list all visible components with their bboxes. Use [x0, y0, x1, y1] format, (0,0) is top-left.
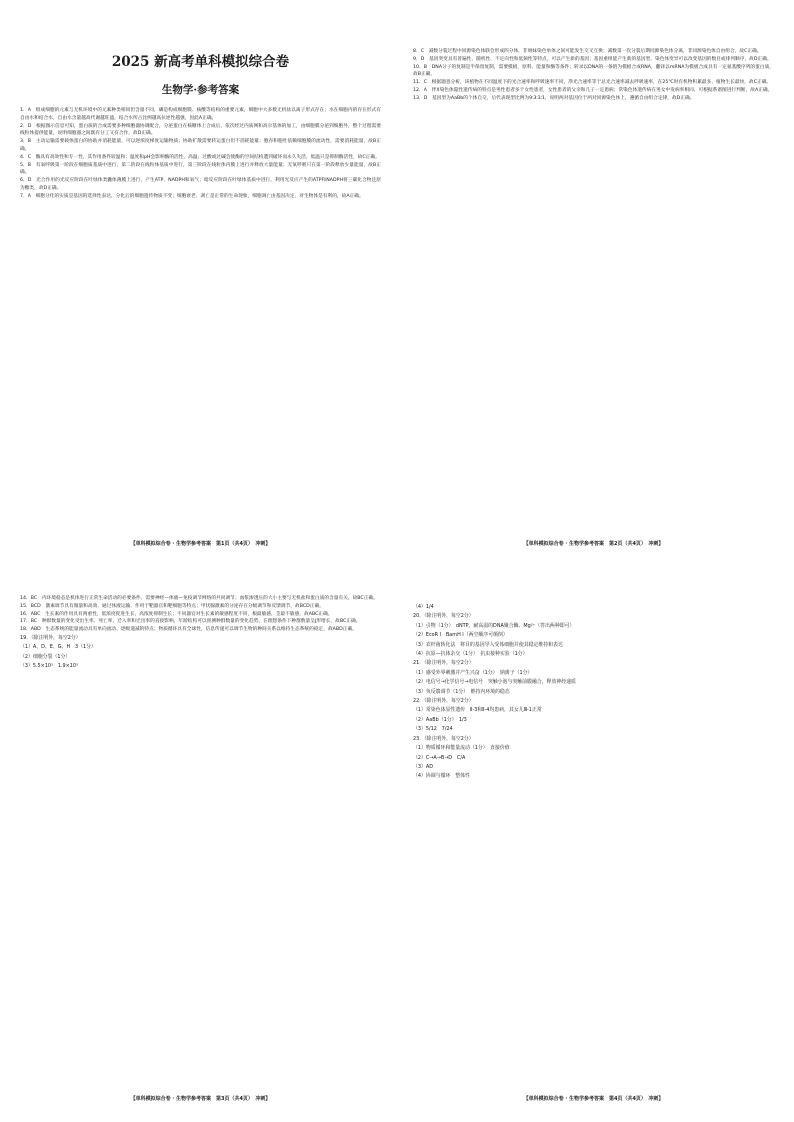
- answer-line: （1）感受外界刺激并产生兴奋（1分） 钠离子（1分）: [413, 669, 533, 676]
- answer-line: （2）电信号→化学信号→电信号 突触小泡与突触前膜融合，释放神经递质: [413, 679, 576, 686]
- answer-line: （3）5/12 7/24: [413, 726, 453, 733]
- answer-paragraph: 11．C 根据题意分析，该植物在不同温度下的光合速率和呼吸速率不同，净光合速率等于总光合速率减去呼吸速率，在25℃时有机物积累最多，植物生长最快，故C正确。: [413, 80, 772, 86]
- answer-page-4: [401, 565, 786, 1110]
- answer-paragraph: 7．A 细胞分化的实质是基因的选择性表达，分化后的细胞遗传物质不变；细胞衰老、凋亡是正常的生命现象，细胞凋亡由基因决定，对生物体是有利的，故A正确。: [20, 193, 364, 199]
- answer-line: （3）5.5×10³ 1.9×10³: [20, 663, 78, 670]
- page-footer: 【单科模拟综合卷 · 生物学参考答案 第1页（共4页） 冲刺】: [130, 541, 271, 547]
- answer-line: （1）引物（1分） dNTP、耐高温的DNA聚合酶、Mg²⁺（答出两种即可）: [413, 622, 575, 629]
- answer-page-3: [8, 565, 393, 1110]
- document-title: 2025 新高考单科模拟综合卷: [111, 54, 290, 70]
- page-2-body: [401, 10, 786, 103]
- answer-paragraph: 9．D 基因突变具有普遍性、随机性、不定向性和低频性等特点，可以产生新的基因；基因重组能产生新的基因型，染色体变异可以改变基因的数目或排列顺序，故D正确。: [413, 56, 772, 62]
- page-footer: 【单科模拟综合卷 · 生物学参考答案 第4页（共4页） 冲刺】: [523, 1096, 664, 1102]
- answer-line: 20．（除注明外，每空2分）: [413, 613, 474, 620]
- answer-line: （4）抗原—抗体杂交（1分） 抗虫接种实验（1分）: [413, 651, 528, 658]
- document-subtitle: 生物学·参考答案: [161, 84, 240, 96]
- answer-page-1: [8, 10, 393, 555]
- answer-line: （3）农杆菌转化法 将目的基因导入受体细胞并使其稳定维持和表达: [413, 641, 563, 648]
- answer-line: （2）C→A→B→D C/A: [413, 754, 466, 761]
- answer-line: 19．（除注明外，每空2分）: [20, 634, 81, 641]
- answer-paragraph: 1．A 组成细胞的元素与无机环境中的元素种类相同但含量不同，磷是构成细胞膜、核酸等结构的重要元素，细胞中大多数无机盐以离子形式存在；水在细胞内的存在形式有自由水和结合水，自由水含量越高代谢越旺盛，结合水所占比例越高抗逆性越强，因此A正确。: [20, 108, 381, 121]
- answer-line: （1）物质循环和能量流动（1分） 直接价值: [413, 745, 510, 752]
- answer-line: （1）常染色体显性遗传 Ⅱ-3和Ⅱ-4均患病，其女儿Ⅲ-1正常: [413, 707, 542, 714]
- answer-paragraph: 5．B 有氧呼吸第一阶段在细胞质基质中进行，第二阶段在线粒体基质中进行，第三阶段在线粒体内膜上进行并释放大量能量；无氧呼吸只在第一阶段释放少量能量，故B正确。: [20, 162, 381, 176]
- answer-line: （2）AaBb（1分） 1/3: [413, 716, 467, 723]
- answer-paragraph: 15．BCD 激素调节具有微量和高效、通过体液运输、作用于靶器官和靶细胞等特点；甲状腺激素的分泌存在分级调节和反馈调节，故BCD正确。: [20, 603, 324, 609]
- page-3-body: [8, 565, 393, 672]
- page-4-body: [401, 565, 786, 782]
- answer-line: 21．（除注明外，每空2分）: [413, 660, 474, 667]
- answer-line: 22．（除注明外，每空2分）: [413, 698, 474, 705]
- answer-paragraph: 2．D 根据图示信息可知，蛋白质的合成需要多种细胞器协调配合，分泌蛋白在核糖体上合成后，依次经过内质网和高尔基体的加工，由细胞膜分泌到细胞外，整个过程需要线粒体提供能量，说明细胞器之间既有分工又有合作，故D正确。: [20, 123, 381, 137]
- answer-page-2: [401, 10, 786, 555]
- answer-line: （1）A、D、E、G、H 3（1分）: [20, 644, 96, 651]
- answer-paragraph: 17．BC 种群数量的变化受出生率、死亡率、迁入率和迁出率的直接影响，年龄结构可以预测种群数量的变化趋势，在理想条件下种群数量呈J形增长，故BC正确。: [20, 619, 361, 625]
- answer-paragraph: 14．BC 内环境稳态是机体进行正常生命活动的必要条件，需要神经—体液—免疫调节网络的共同调节；血浆渗透压的大小主要与无机盐和蛋白质的含量有关，故BC正确。: [20, 596, 378, 601]
- answer-paragraph: 4．C 酶具有高效性和专一性，其作用条件较温和；温度和pH会影响酶的活性，高温、过酸或过碱会使酶的空间结构遭到破坏而永久失活，低温只是抑制酶活性，故C正确。: [20, 154, 380, 160]
- answer-line: （3）负反馈调节（1分） 维持内环境的稳态: [413, 688, 510, 695]
- page-footer: 【单科模拟综合卷 · 生物学参考答案 第3页（共4页） 冲刺】: [130, 1096, 271, 1102]
- answer-line: （4）1/4: [413, 604, 434, 610]
- answer-line: 23．（除注明外，每空2分）: [413, 735, 474, 742]
- answer-line: （3）AD: [413, 763, 434, 770]
- answer-paragraph: 10．B DNA分子的复制是半保留复制，需要模板、原料、能量和酶等条件；转录以DNA的一条链为模板合成RNA，翻译以mRNA为模板合成具有一定氨基酸序列的蛋白质，故B正确。: [413, 64, 774, 78]
- answer-line: （2）细胞分裂（1分）: [20, 653, 71, 660]
- page-footer: 【单科模拟综合卷 · 生物学参考答案 第2页（共4页） 冲刺】: [523, 541, 664, 547]
- answer-line: （2）EcoR Ⅰ BamH Ⅰ（两空顺序可颠倒）: [413, 632, 508, 639]
- answer-line: （4）协调与循环 整体性: [413, 773, 470, 780]
- answer-paragraph: 6．D 光合作用的光反应阶段在叶绿体类囊体薄膜上进行，产生ATP、NADPH和氧气；暗反应阶段在叶绿体基质中进行，利用光反应产生的ATP和NADPH将三碳化合物还原为糖类，故D正确。: [20, 178, 381, 191]
- answer-paragraph: 18．ABD 生态系统的能量流动具有单向流动、逐级递减的特点；物质循环具有全球性，信息传递可以调节生物的种间关系以维持生态系统的稳定，故ABD正确。: [20, 627, 357, 633]
- answer-paragraph: 8．C 减数分裂过程中同源染色体联会形成四分体，非姐妹染色单体之间可能发生交叉互换；减数第一次分裂后期同源染色体分离，非同源染色体自由组合，故C正确。: [413, 49, 762, 54]
- answer-paragraph: 12．A 伴X染色体隐性遗传病的特点是男性患者多于女性患者，女性患者的父亲和儿子一定患病；常染色体遗传病在男女中发病率相同，可根据系谱图进行判断，故A正确。: [413, 87, 773, 93]
- answer-paragraph: 3．B 主动运输需要载体蛋白的协助并消耗能量，可以逆浓度梯度运输物质；协助扩散需要转运蛋白但不消耗能量；胞吞和胞吐依赖细胞膜的流动性，需要消耗能量，故B正确。: [20, 139, 381, 152]
- answer-paragraph: 16．ABC 生长素的作用具有两重性，低浓度促进生长，高浓度抑制生长；不同器官对生长素的敏感程度不同，根最敏感，茎最不敏感，故ABC正确。: [20, 611, 333, 617]
- page-1-body: [8, 107, 393, 201]
- answer-paragraph: 13．D 基因型为AaBb的个体自交，后代表现型比例为9∶3∶3∶1，说明两对基因位于两对同源染色体上，遵循自由组合定律，故D正确。: [413, 95, 695, 101]
